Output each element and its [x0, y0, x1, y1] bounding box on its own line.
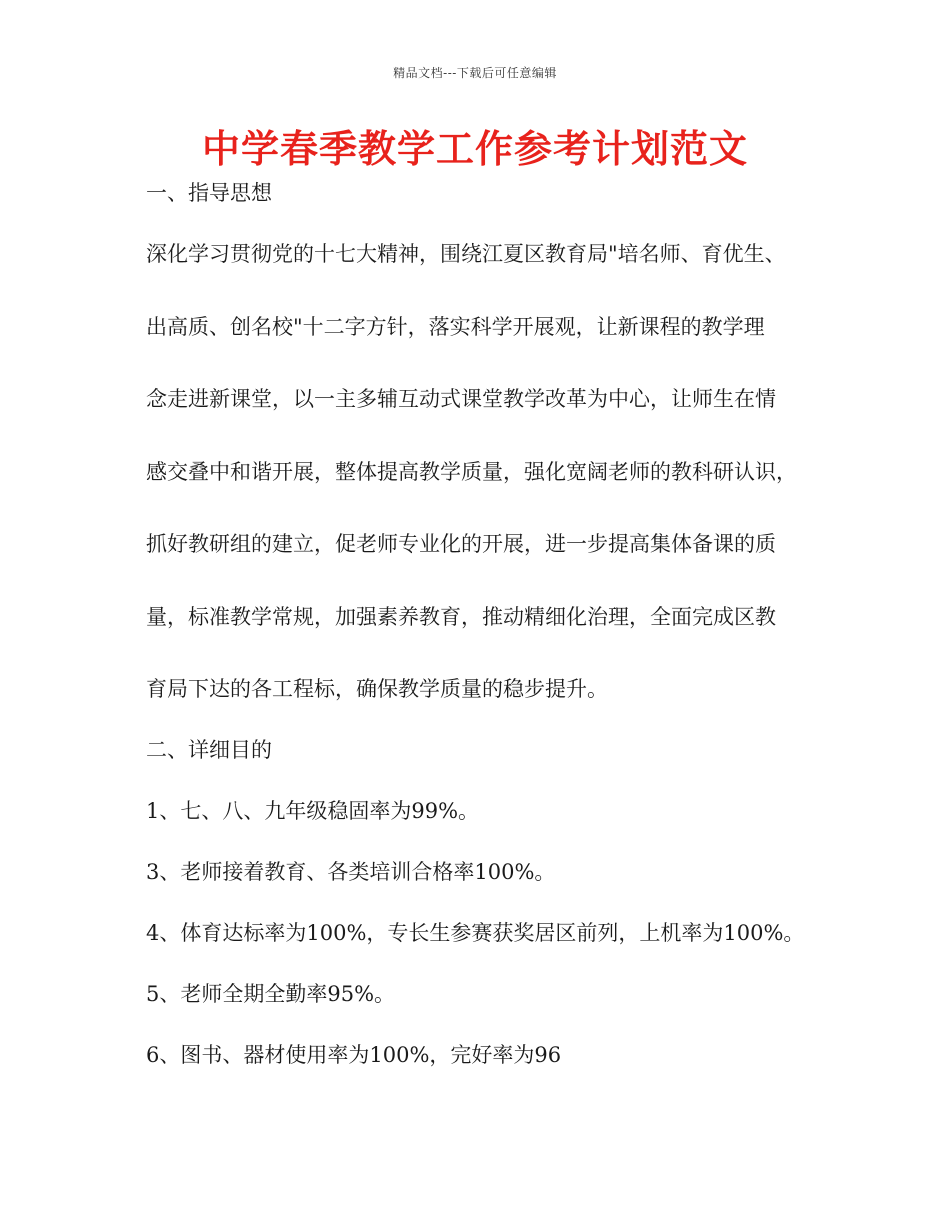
section-heading-specific-goals: 二、详细目的: [146, 738, 272, 762]
goal-item: 6、图书、器材使用率为100%，完好率为96: [146, 1043, 562, 1067]
section-heading-guiding-ideology: 一、指导思想: [146, 181, 272, 205]
goal-item: 5、老师全期全勤率95%。: [146, 982, 396, 1006]
paragraph-line: 感交叠中和谐开展，整体提高教学质量，强化宽阔老师的教科研认识，: [146, 460, 797, 484]
paragraph-line: 抓好教研组的建立，促老师专业化的开展，进一步提高集体备课的质: [146, 532, 776, 556]
paragraph-line: 深化学习贯彻党的十七大精神，围绕江夏区教育局"培名师、育优生、: [146, 242, 786, 266]
header-note: 精品文档---下载后可任意编辑: [393, 66, 557, 80]
paragraph-line: 出高质、创名校"十二字方针，落实科学开展观，让新课程的教学理: [146, 315, 765, 339]
document-title: 中学春季教学工作参考计划范文: [201, 126, 748, 171]
paragraph-line: 量，标准教学常规，加强素养教育，推动精细化治理，全面完成区教: [146, 605, 776, 629]
goal-item: 3、老师接着教育、各类培训合格率100%。: [146, 860, 556, 884]
paragraph-line: 念走进新课堂，以一主多辅互动式课堂教学改革为中心，让师生在情: [146, 387, 776, 411]
goal-item: 1、七、八、九年级稳固率为99%。: [146, 799, 480, 823]
paragraph-line: 育局下达的各工程标，确保教学质量的稳步提升。: [146, 677, 608, 701]
goal-item: 4、体育达标率为100%，专长生参赛获奖居区前列，上机率为100%。: [146, 921, 805, 945]
